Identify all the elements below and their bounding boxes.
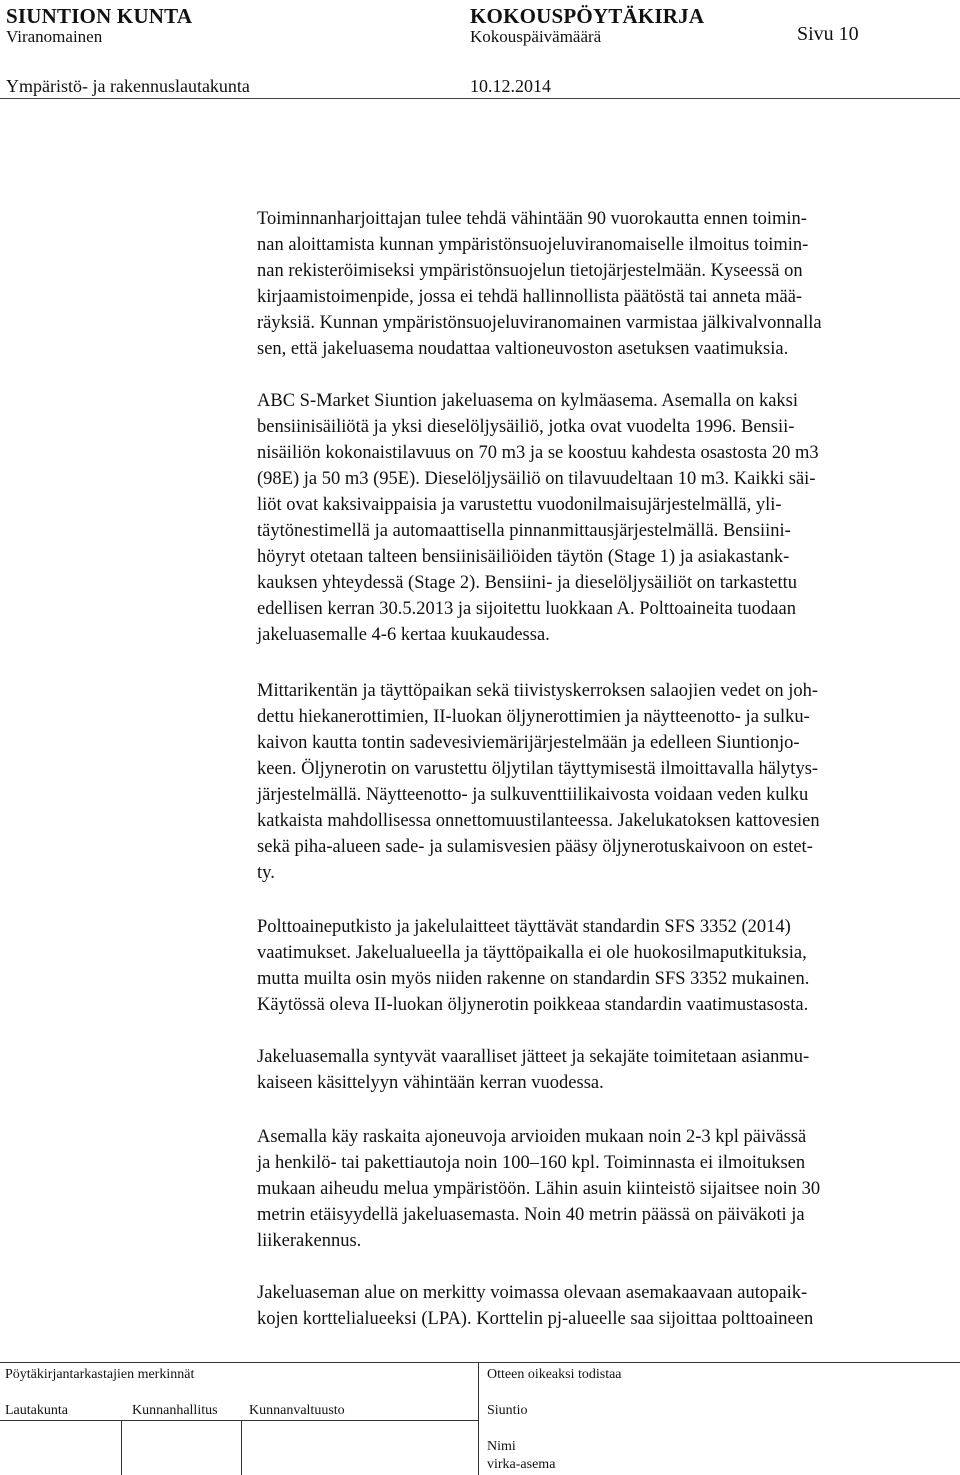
authority-label: Viranomainen — [6, 27, 103, 46]
municipality-name: SIUNTION KUNTA — [6, 4, 193, 28]
paragraph-registration: Toiminnanharjoittajan tulee tehdä vähintään 90 vuorokautta ennen toimin- nan aloittamista kunnan ympäristönsuojeluviranomaiselle ilmoitus toimin- nan rekisteröimiseksi ympäristönsuojelun tietojärjestelmään. Kyseessä on kirjaamistoimenpide, jossa ei tehdä hallinnollista päätöstä tai anneta mää- räyksiä. Kunnan ympäristönsuojeluviranomainen varmistaa jälkivalvonnalla sen, että jakeluasema noudattaa valtioneuvoston asetuksen vaatimuksia. — [257, 209, 822, 359]
place-label: Siuntio — [487, 1403, 528, 1418]
document-type: KOKOUSPÖYTÄKIRJA — [470, 4, 705, 28]
paragraph-traffic: Asemalla käy raskaita ajoneuvoja arvioiden mukaan noin 2-3 kpl päivässä ja henkilö- tai pakettiautoja noin 100–160 kpl. Toiminnasta ei ilmoituksen mukaan aiheudu melua ympäristöön. Lähin asuin kiinteistö sijaitsee noin 30 metrin etäisyydellä jakeluasemasta. Noin 40 metrin päässä on päiväkoti ja liikerakennus. — [257, 1127, 821, 1251]
government-column-label: Kunnanhallitus — [132, 1403, 218, 1418]
paragraph-zoning: Jakeluaseman alue on merkitty voimassa olevaan asemakaavaan autopaik- kojen korttelialueeksi (LPA). Korttelin pj-alueelle saa sijoittaa polttoaineen — [257, 1283, 814, 1329]
paragraph-station-description: ABC S-Market Siuntion jakeluasema on kylmäasema. Asemalla on kaksi bensiinisäiliötä ja yksi dieselöljysäiliö, jotka ovat vuodelta 1996. Bensii- nisäiliön kokonaistilavuus on 70 m3 ja se koostuu kahdesta osastosta 20 m3 (98E) ja 50 m3 (95E). Dieselöljysäiliö on tilavuudeltaan 10 m3. Kaikki säi- liöt ovat kaksivaippaisia ja varustettu vuodonilmaisujärjestelmällä, yli- täytönestimellä ja automaattisella pinnanmittausjärjestelmällä. Bensiini- höyryt otetaan talteen bensiinisäiliöiden täytön (Stage 1) ja asiakastank- kauksen yhteydessä (Stage 2). Bensiini- ja dieselöljysäiliöt on tarkastettu edellisen kerran 30.5.2013 ja sijoitettu luokkaan A. Polttoaineita tuodaan jakeluasemalle 4-6 kertaa kuukaudessa. — [257, 391, 819, 645]
meeting-date-label: Kokouspäivämäärä — [470, 27, 602, 46]
footer-cell-divider-1 — [121, 1420, 122, 1475]
paragraph-piping-standard: Polttoaineputkisto ja jakelulaitteet täyttävät standardin SFS 3352 (2014) vaatimukset. Jakelualueella ja täyttöpaikalla ei ole huokosilmaputkituksia, mutta muilta osin myös niiden rakenne on standardin SFS 3352 mukainen. Käytössä oleva II-luokan öljynerotin poikkeaa standardin vaatimustasosta. — [257, 917, 810, 1015]
paragraph-drainage: Mittarikentän ja täyttöpaikan sekä tiivistyskerroksen salaojien vedet on joh- dettu hiekanerottimien, II-luokan öljynerottimien ja näytteenotto- ja sulku- kaivon kautta tontin sadevesiviemärijärjestelmään ja edelleen Siuntionjo- keen. Öljynerotin on varustettu öljytilan täyttymisestä ilmoittavalla hälytys- järjestelmällä. Näytteenotto- ja sulkuventtiilikaivosta voidaan veden kulku katkaista mahdollisessa onnettomuustilanteessa. Jakelukatoksen kattovesien sekä piha-alueen sade- ja sulamisvesien pääsy öljynerotuskaivoon on estet- ty. — [257, 681, 820, 883]
name-label: Nimi — [487, 1439, 516, 1454]
title-label: virka-asema — [487, 1457, 556, 1472]
footer-row-divider — [0, 1420, 478, 1421]
page-number: Sivu 10 — [797, 23, 859, 45]
council-column-label: Kunnanvaltuusto — [249, 1403, 345, 1418]
header-divider — [0, 98, 960, 99]
checkers-label: Pöytäkirjantarkastajien merkinnät — [5, 1367, 195, 1382]
board-column-label: Lautakunta — [5, 1403, 68, 1418]
footer-column-divider — [478, 1362, 479, 1475]
authority-name: Ympäristö- ja rakennuslautakunta — [6, 76, 250, 96]
meeting-date: 10.12.2014 — [470, 76, 551, 96]
footer-cell-divider-2 — [241, 1420, 242, 1475]
paragraph-waste: Jakeluasemalla syntyvät vaaralliset jätteet ja sekajäte toimitetaan asianmu- kaiseen käsittelyyn vähintään kerran vuodessa. — [257, 1047, 810, 1093]
footer-divider — [0, 1362, 960, 1363]
certified-label: Otteen oikeaksi todistaa — [487, 1367, 622, 1382]
